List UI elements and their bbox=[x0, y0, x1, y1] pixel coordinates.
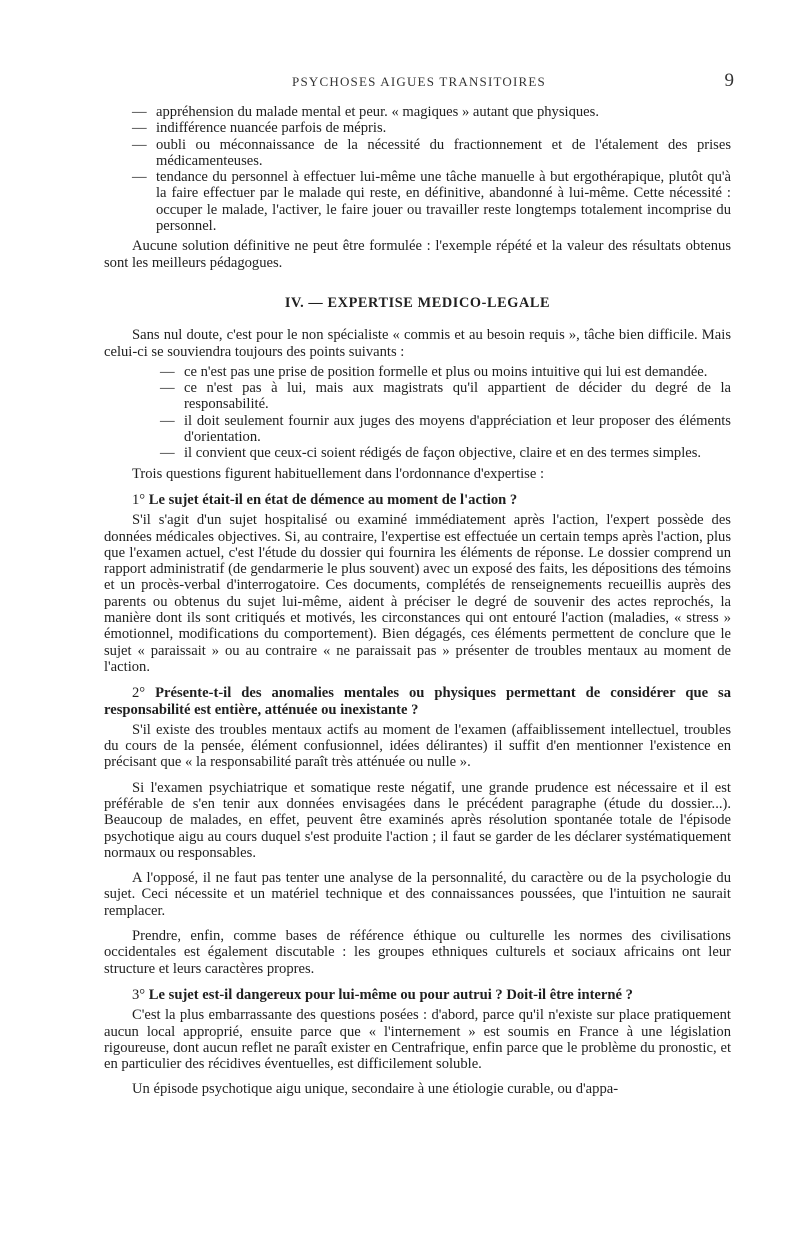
paragraph: Aucune solution définitive ne peut être formulée : l'exemple répété et la valeur des résultats obtenus sont les meilleurs pédagogues. bbox=[104, 238, 731, 271]
list-item: — ce n'est pas une prise de position formelle et plus ou moins intuitive qui lui est demandée. bbox=[160, 363, 708, 380]
question-title: Le sujet était-il en état de démence au moment de l'action ? bbox=[148, 491, 518, 508]
list-item: — tendance du personnel à effectuer lui-même une tâche manuelle à but ergothérapique, plutôt qu'à la faire effectuer par le malade qui reste, en définitive, abandonné à lui-même. Cette nécessité : occuper le malade, l'activer, le faire jouer ou travailler reste longtemps totalement incomprise du personnel. bbox=[132, 169, 731, 235]
list-item: — oubli ou méconnaissance de la nécessité du fractionnement et de l'étalement des prises médicamenteuses. bbox=[132, 136, 731, 169]
list-item: — indifférence nuancée parfois de mépris. bbox=[132, 120, 387, 137]
question-number: 2° bbox=[132, 685, 146, 702]
paragraph: Prendre, enfin, comme bases de référence éthique ou culturelle les normes des civilisations occidentales est également discutable : les groupes ethniques culturels et sociaux africains ont leur structure et leurs caractères propres. bbox=[104, 928, 731, 977]
question-heading bbox=[104, 987, 731, 1003]
question-title: Présente-t-il des anomalies mentales ou physiques permettant de considérer que sa responsabilité est entière, atténuée ou inexistante ? bbox=[104, 685, 731, 718]
running-title: PSYCHOSES AIGUES TRANSITOIRES bbox=[292, 74, 546, 89]
paragraph: Sans nul doute, c'est pour le non spécialiste « commis et au besoin requis », tâche bien difficile. Mais celui-ci se souviendra toujours des points suivants : bbox=[104, 327, 731, 360]
paragraph: S'il existe des troubles mentaux actifs au moment de l'examen (affaiblissement intellectuel, troubles du cours de la pensée, élément confusionnel, idées délirantes) il suffit d'en mentionner l'existence en précisant que « la responsabilité paraît très atténuée ou nulle ». bbox=[104, 721, 731, 771]
question-number: 1° bbox=[132, 491, 146, 508]
list-item: — appréhension du malade mental et peur. « magiques » autant que physiques. bbox=[132, 104, 599, 120]
paragraph: Trois questions figurent habituellement dans l'ordonnance d'expertise : bbox=[132, 465, 545, 482]
paragraph: Si l'examen psychiatrique et somatique reste négatif, une grande prudence est nécessaire et il est préférable de s'en tenir aux données envisagées dans le précédent paragraphe (étude du dossier...). Beaucoup de malades, en effet, peuvent être examinés après résolution spontanée totale de l'épisode psychotique aigu au cours duquel s'est produite l'action ; il faut se garder de les déclarer systématiquement normaux ou responsables. bbox=[104, 779, 731, 861]
paragraph: Un épisode psychotique aigu unique, secondaire à une étiologie curable, ou d'appa- bbox=[132, 1081, 619, 1098]
paragraph: S'il s'agit d'un sujet hospitalisé ou examiné immédiatement après l'action, l'expert possède des données médicales objectives. Si, au contraire, l'expertise est effectuée un certain temps après l'action, plus que l'examen actuel, c'est l'étude du dossier qui fournira les éléments de réponse. Le dossier comprend un rapport administratif (de gendarmerie le plus souvent) avec un exposé des faits, les dépositions des témoins et un procès-verbal d'interrogatoire. Ces documents, complétés de renseignements recueillis auprès des parents ou obtenus du sujet lui-même, aident à préciser le degré de souvenir des actes reprochés, la manière dont ils sont critiqués et motivés, les circonstances qui ont entouré l'action (maladies, « stress » émotionnel, modifications du comportement). Bien dégagés, ces éléments permettent de conclure que le sujet « paraissait » ou au contraire « ne paraissait pas » présenter de troubles mentaux au moment de l'action. bbox=[104, 512, 731, 675]
list-item: — il convient que ceux-ci soient rédigés de façon objective, claire et en des termes simples. bbox=[160, 445, 702, 462]
question-heading bbox=[104, 685, 731, 718]
question-number: 3° bbox=[132, 986, 146, 1003]
question-title: Le sujet est-il dangereux pour lui-même ou pour autrui ? Doit-il être interné ? bbox=[148, 986, 633, 1003]
page-body bbox=[104, 104, 731, 1098]
question-heading bbox=[104, 492, 731, 508]
paragraph: A l'opposé, il ne faut pas tenter une analyse de la personnalité, du caractère ou de la psychologie du sujet. Ceci nécessite et un matériel technique et des connaissances poussées, que l'intuition ne saurait remplacer. bbox=[104, 870, 731, 919]
page-number: 9 bbox=[724, 70, 734, 91]
page-header bbox=[104, 70, 734, 94]
section-heading: IV. — EXPERTISE MEDICO-LEGALE bbox=[284, 294, 551, 311]
list-item: — il doit seulement fournir aux juges des moyens d'appréciation et leur proposer des éléments d'orientation. bbox=[160, 412, 731, 446]
paragraph: C'est la plus embarrassante des questions posées : d'abord, parce qu'il n'existe sur place pratiquement aucun local approprié, ensuite parce que « l'internement » est soumis en France à une législation rigoureuse, dont aucun reflet ne paraît exister en Centrafrique, enfin parce que le problème du pronostic, et en particulier des récidives éventuelles, est difficilement soluble. bbox=[104, 1007, 731, 1073]
list-item: — ce n'est pas à lui, mais aux magistrats qu'il appartient de décider du degré de la responsabilité. bbox=[160, 380, 731, 413]
